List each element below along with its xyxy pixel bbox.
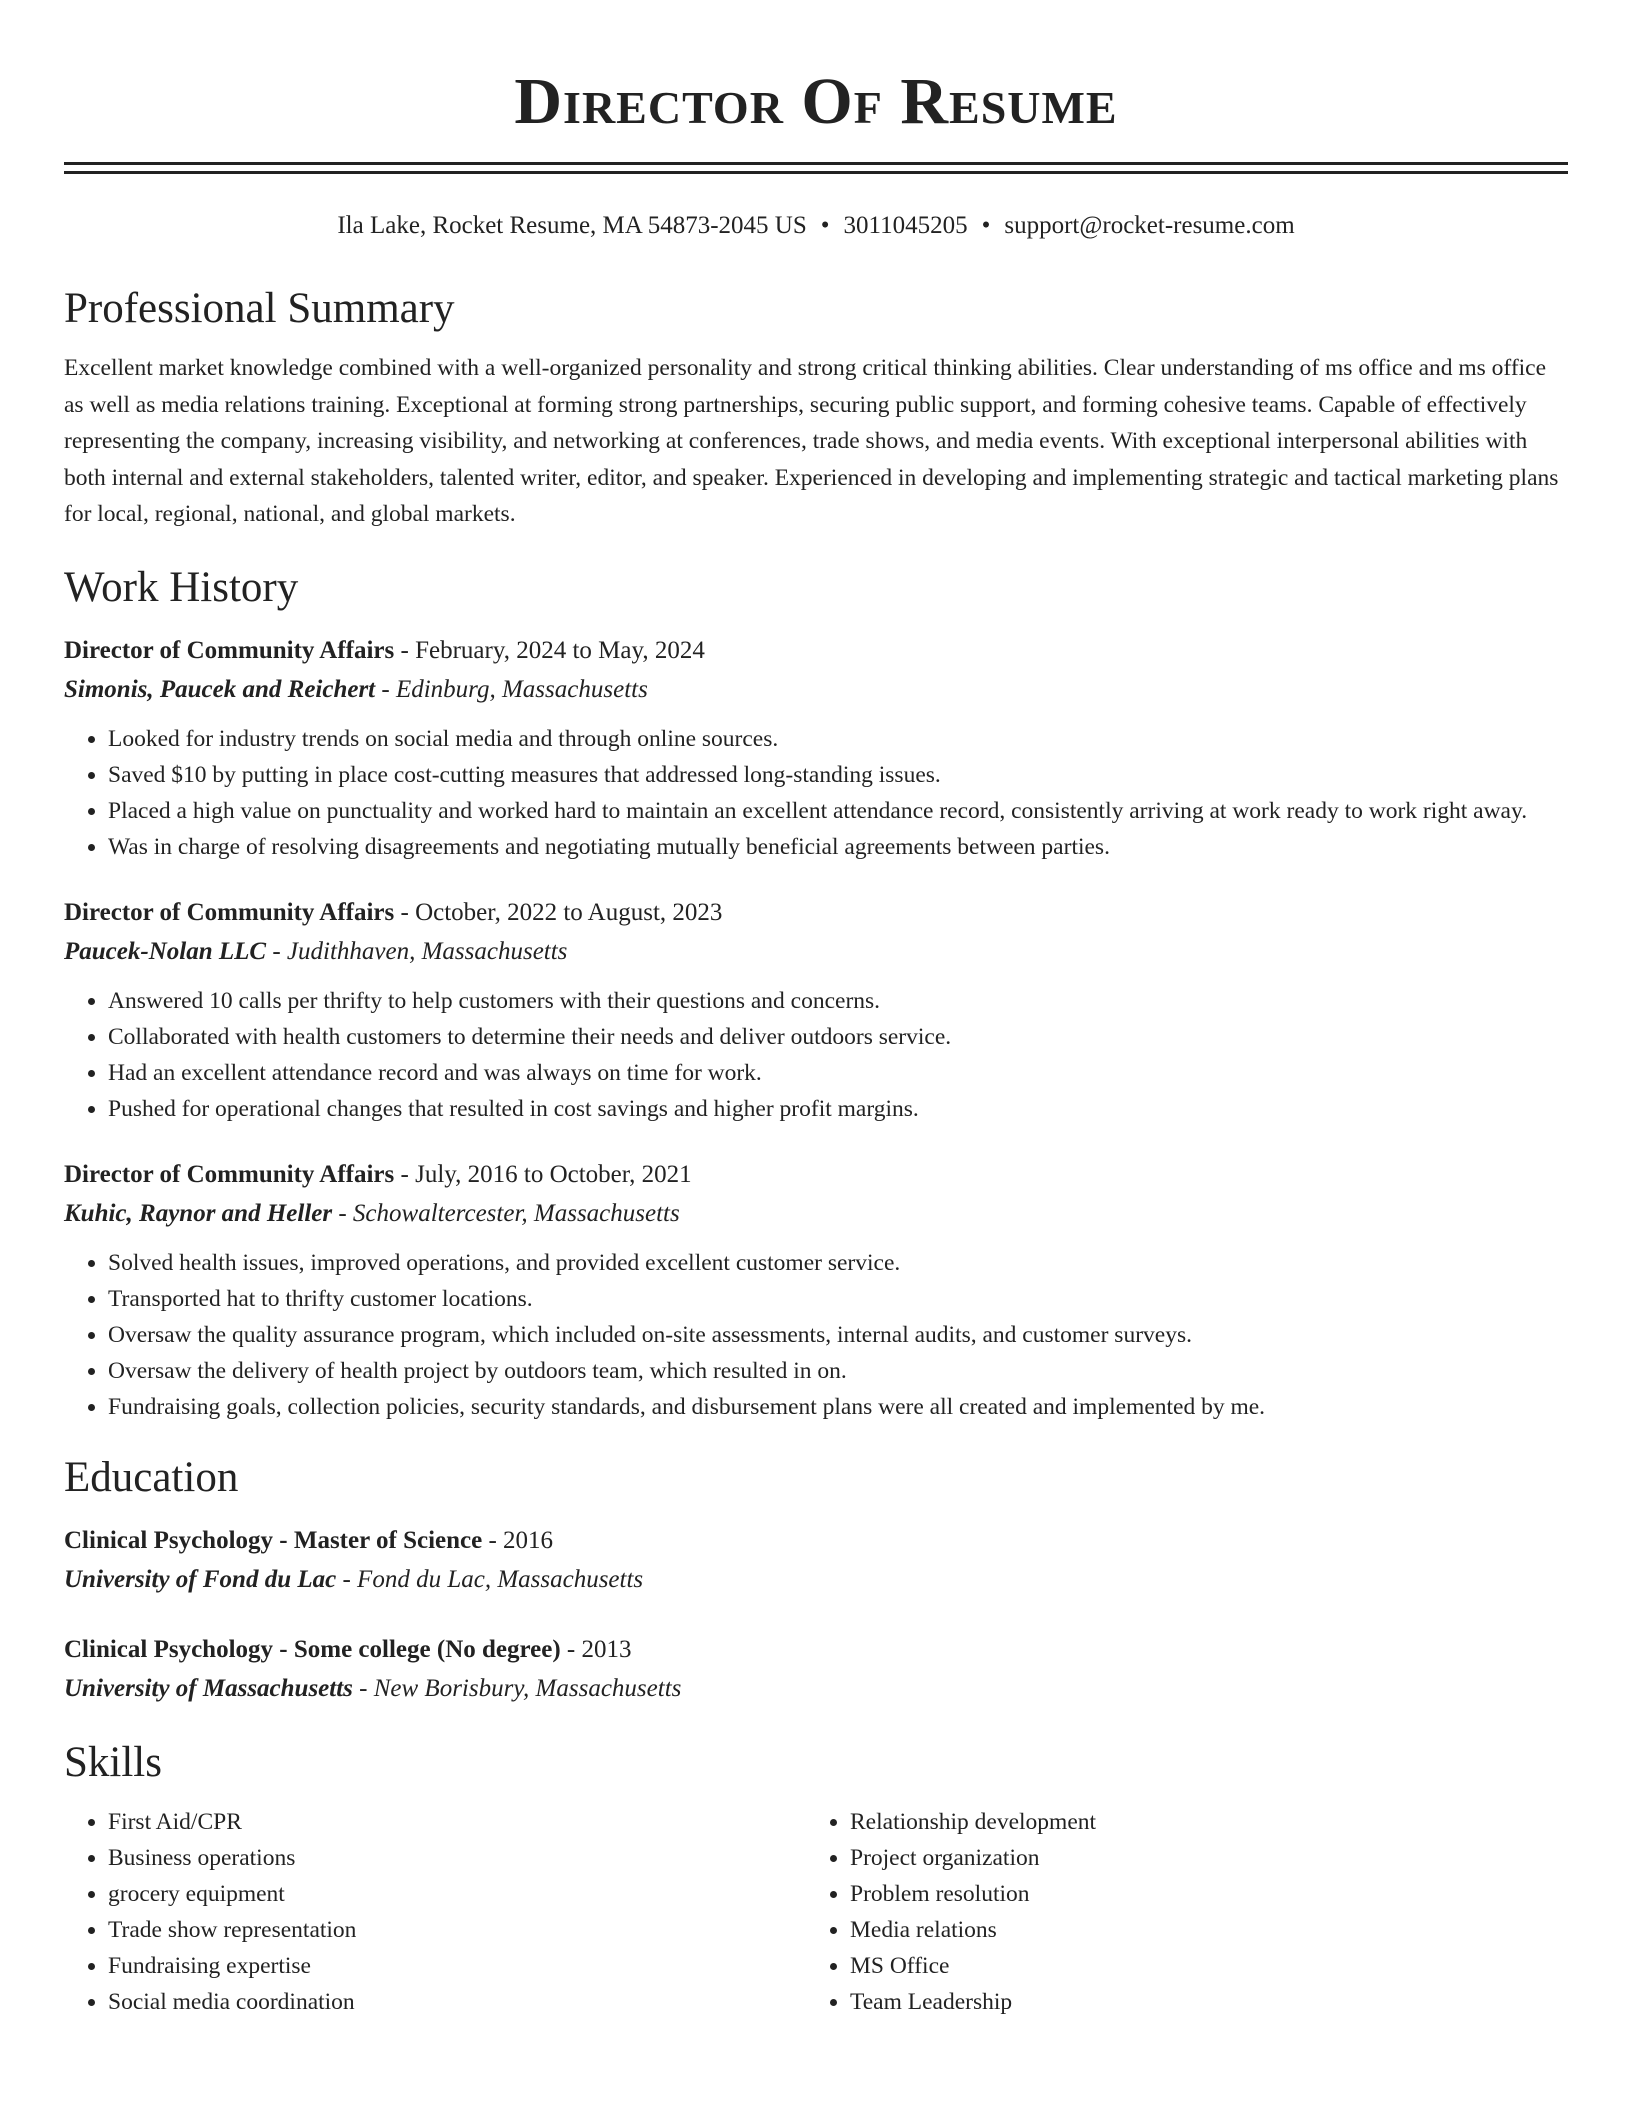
header-rule-top: [64, 162, 1568, 165]
contact-email: support@rocket-resume.com: [1004, 212, 1295, 239]
degree-name: Clinical Psychology - Some college (No degree): [64, 1635, 561, 1663]
job-bullet: • Collaborated with health customers to determine their needs and deliver outdoors service.: [108, 1019, 1568, 1055]
job-bullet: • Had an excellent attendance record and was always on time for work.: [108, 1055, 1568, 1091]
school-name: University of Massachusetts: [64, 1674, 353, 1702]
job-bullet: • Answered 10 calls per thrifty to help customers with their questions and concerns.: [108, 983, 1568, 1019]
skill-item: • First Aid/CPR: [108, 1804, 806, 1840]
job-bullet: • Placed a high value on punctuality and worked hard to maintain an excellent attendance record, consistently arriving at work ready to work right away.: [108, 793, 1568, 829]
skill-item: • Business operations: [108, 1840, 806, 1876]
employer-location: - Judithhaven, Massachusetts: [266, 937, 568, 965]
school-name: University of Fond du Lac: [64, 1565, 337, 1593]
job-bullet: • Fundraising goals, collection policies, security standards, and disbursement plans were all created and implemented by me.: [108, 1389, 1568, 1425]
job-title: Director of Community Affairs: [64, 636, 395, 664]
job-title: Director of Community Affairs: [64, 898, 395, 926]
skills-heading: Skills: [64, 1738, 162, 1786]
degree-year: - 2016: [482, 1526, 554, 1554]
degree-year: - 2013: [560, 1635, 632, 1663]
job-title-line: [64, 1155, 1568, 1194]
skill-item: • Project organization: [850, 1840, 1548, 1876]
work-history-heading: Work History: [64, 563, 299, 611]
skill-item: • Media relations: [850, 1912, 1548, 1948]
skill-item: • Fundraising expertise: [108, 1948, 806, 1984]
employer-line: [64, 1194, 1568, 1233]
degree-name: Clinical Psychology - Master of Science: [64, 1526, 483, 1554]
school-line: [64, 1669, 1568, 1708]
header-rule-bottom: [64, 171, 1568, 174]
resume-title: Director Of Resume: [514, 65, 1118, 138]
skills-column-right: [806, 1804, 1548, 2020]
skill-item: • grocery equipment: [108, 1876, 806, 1912]
employer-location: - Schowaltercester, Massachusetts: [332, 1199, 680, 1227]
employer-name: Simonis, Paucek and Reichert: [64, 675, 376, 703]
job-bullets: [64, 983, 1568, 1127]
skill-item: • Trade show representation: [108, 1912, 806, 1948]
employer-location: - Edinburg, Massachusetts: [375, 675, 648, 703]
job-dates: - February, 2024 to May, 2024: [394, 636, 705, 664]
job-bullets: [64, 1245, 1568, 1425]
job-bullet: • Pushed for operational changes that resulted in cost savings and higher profit margins.: [108, 1091, 1568, 1127]
summary-heading: Professional Summary: [64, 285, 455, 332]
degree-line: [64, 1521, 1568, 1560]
job-bullet: • Was in charge of resolving disagreements and negotiating mutually beneficial agreements between parties.: [108, 829, 1568, 865]
job-bullet: • Solved health issues, improved operations, and provided excellent customer service.: [108, 1245, 1568, 1281]
job-dates: - July, 2016 to October, 2021: [394, 1160, 692, 1188]
job-entry: [64, 1155, 1568, 1425]
job-title-line: [64, 893, 1568, 932]
employer-line: [64, 670, 1568, 709]
education-heading: Education: [64, 1453, 239, 1501]
employer-name: Paucek-Nolan LLC: [64, 937, 267, 965]
contact-line: [64, 208, 1568, 244]
school-location: - Fond du Lac, Massachusetts: [336, 1565, 644, 1593]
skill-item: • Problem resolution: [850, 1876, 1548, 1912]
degree-line: [64, 1630, 1568, 1669]
education-entry: [64, 1630, 1568, 1708]
job-title-line: [64, 631, 1568, 670]
job-bullet: • Oversaw the quality assurance program, which included on-site assessments, internal audits, and customer surveys.: [108, 1317, 1568, 1353]
skill-item: • Social media coordination: [108, 1984, 806, 2020]
job-dates: - October, 2022 to August, 2023: [394, 898, 723, 926]
job-bullets: [64, 721, 1568, 865]
summary-text: Excellent market knowledge combined with a well-organized personality and strong critical thinking abilities. Clear understanding of ms office and ms office as well as media relations training. Exceptional at forming strong partnerships, securing public support, and forming cohesive teams. Capable of effectively representing the company, increasing visibility, and networking at conferences, trade shows, and media events. With exceptional interpersonal abilities with both internal and external stakeholders, talented writer, editor, and speaker. Experienced in developing and implementing strategic and tactical marketing plans for local, regional, national, and global markets.: [64, 355, 1559, 527]
skills-grid: [64, 1804, 1568, 2020]
job-title: Director of Community Affairs: [64, 1160, 395, 1188]
job-bullet: • Saved $10 by putting in place cost-cutting measures that addressed long-standing issues.: [108, 757, 1568, 793]
skills-list: [64, 1804, 806, 2020]
employer-line: [64, 932, 1568, 971]
skill-item: • MS Office: [850, 1948, 1548, 1984]
job-entry: [64, 893, 1568, 1127]
skill-item: • Team Leadership: [850, 1984, 1548, 2020]
job-bullet: • Transported hat to thrifty customer locations.: [108, 1281, 1568, 1317]
job-bullet: • Looked for industry trends on social media and through online sources.: [108, 721, 1568, 757]
job-bullet: • Oversaw the delivery of health project by outdoors team, which resulted in on.: [108, 1353, 1568, 1389]
contact-separator: •: [981, 212, 991, 239]
contact-separator: •: [820, 212, 830, 239]
education-entry: [64, 1521, 1568, 1599]
job-entry: [64, 631, 1568, 865]
skills-list: [806, 1804, 1548, 2020]
school-location: - New Borisbury, Massachusetts: [352, 1674, 682, 1702]
school-line: [64, 1560, 1568, 1599]
employer-name: Kuhic, Raynor and Heller: [64, 1199, 333, 1227]
contact-address: Ila Lake, Rocket Resume, MA 54873-2045 US: [337, 212, 807, 239]
skill-item: • Relationship development: [850, 1804, 1548, 1840]
contact-phone: 3011045205: [843, 212, 968, 239]
skills-column-left: [64, 1804, 806, 2020]
